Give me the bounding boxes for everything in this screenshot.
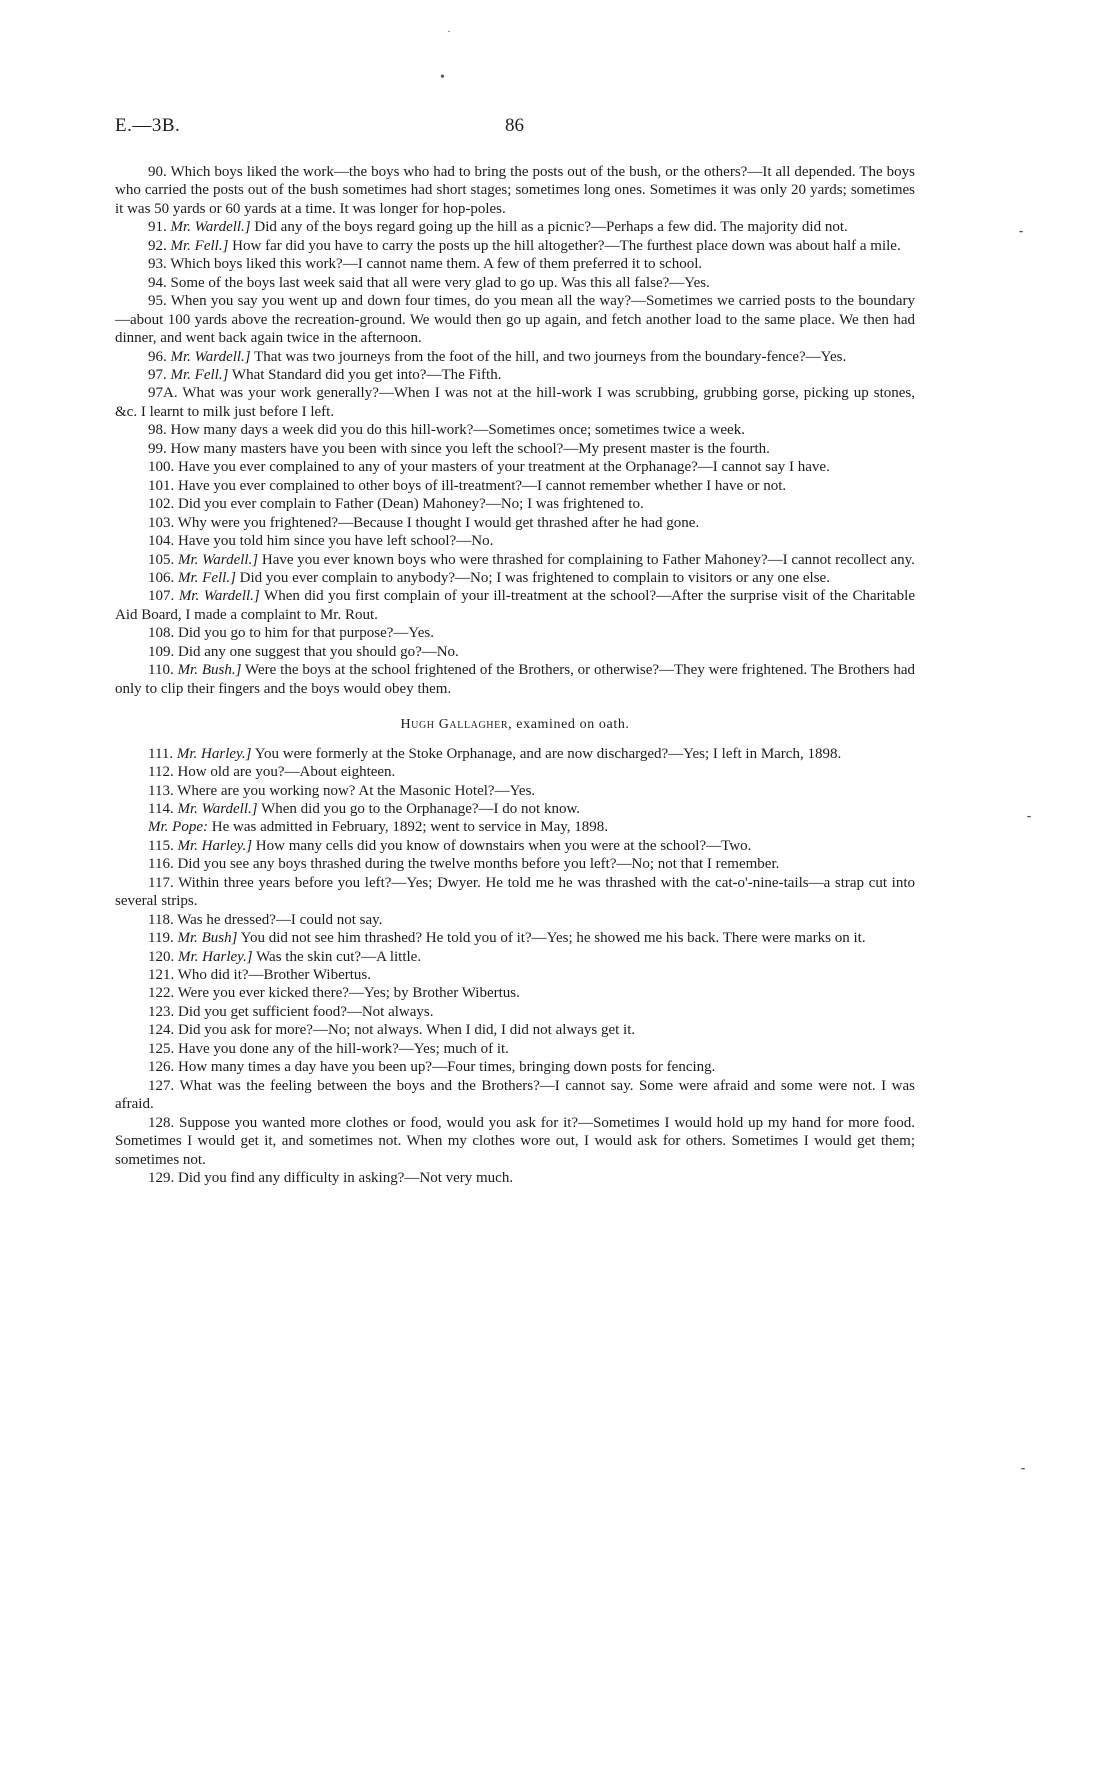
- scan-speck: •: [440, 70, 445, 85]
- question-paragraph: [115, 348, 915, 366]
- paragraph-text: You were formerly at the Stoke Orphanage, and are now discharged?—Yes; I left in March, 1898.: [254, 745, 842, 762]
- paragraph-text: You did not see him thrashed? He told you of it?—Yes; he showed me his back. There were marks on it.: [240, 930, 866, 947]
- question-paragraph: [115, 782, 915, 800]
- question-paragraph: [115, 477, 915, 495]
- question-paragraph: [115, 661, 915, 698]
- paragraph-text: 95. When you say you went up and down four times, do you mean all the way?—Sometimes we carried posts to the boundary—about 100 yards above the recreation-ground. We would then go up again, and fetch another load to the same place. We then had dinner, and went back again twice in the afternoon.: [115, 293, 915, 347]
- paragraph-text: When did you go to the Orphanage?—I do not know.: [261, 800, 581, 817]
- question-paragraph: [115, 855, 915, 873]
- paragraph-text: When did you first complain of your ill-treatment at the school?—After the surprise visit of the Charitable Aid Board, I made a complaint to Mr. Rout.: [115, 588, 915, 623]
- paragraph-text: That was two journeys from the foot of the hill, and two journeys from the boundary-fence?—Yes.: [254, 348, 847, 365]
- question-paragraph: [115, 966, 915, 984]
- question-paragraph: [115, 763, 915, 781]
- question-number: 119.: [148, 930, 174, 947]
- testimony-part-2: [115, 745, 915, 1188]
- question-number: 115.: [148, 837, 174, 854]
- paragraph-text: 126. How many times a day have you been up?—Four times, bringing down posts for fencing.: [148, 1059, 716, 1076]
- question-paragraph: [115, 237, 915, 255]
- question-paragraph: [115, 1114, 915, 1169]
- question-paragraph: [115, 948, 915, 966]
- speaker-name: Mr. Wardell.]: [178, 588, 260, 605]
- paragraph-text: 122. Were you ever kicked there?—Yes; by Brother Wibertus.: [148, 985, 520, 1002]
- paragraph-text: What Standard did you get into?—The Fifth.: [231, 366, 502, 383]
- question-number: 91.: [148, 219, 167, 236]
- question-paragraph: [115, 745, 915, 763]
- question-paragraph: [115, 874, 915, 911]
- paragraph-text: 100. Have you ever complained to any of your masters of your treatment at the Orphanage?—I cannot say I have.: [148, 459, 830, 476]
- speaker-name: Mr. Fell.]: [170, 366, 229, 383]
- paragraph-text: 127. What was the feeling between the boys and the Brothers?—I cannot say. Some were afraid and some were not. I was afraid.: [115, 1077, 915, 1113]
- speaker-name: Mr. Wardell.]: [170, 219, 251, 236]
- paragraph-text: 97A. What was your work generally?—When I was not at the hill-work I was scrubbing, grubbing gorse, picking up stones, &c. I learnt to milk just before I left.: [115, 385, 915, 420]
- question-paragraph: [115, 384, 915, 421]
- question-number: 92.: [148, 237, 167, 254]
- question-paragraph: [115, 255, 915, 273]
- speaker-name: Mr. Harley.]: [177, 837, 253, 854]
- paragraph-text: 102. Did you ever complain to Father (Dean) Mahoney?—No; I was frightened to.: [148, 496, 644, 513]
- testimony-part-1: [115, 163, 915, 698]
- paragraph-text: 90. Which boys liked the work—the boys who had to bring the posts out of the bush, or the others?—It all depended. The boys who carried the posts out of the bush sometimes had short stages; sometimes long ones. Sometimes it was only 20 yards; sometimes it was 50 yards or 60 yards at a time. It was longer for hop-poles.: [115, 164, 915, 217]
- question-paragraph: [115, 163, 915, 218]
- question-number: 111.: [148, 745, 174, 762]
- question-paragraph: [115, 274, 915, 292]
- question-paragraph: [115, 1003, 915, 1021]
- paragraph-text: 112. How old are you?—About eighteen.: [148, 764, 396, 781]
- question-paragraph: [115, 532, 915, 550]
- paragraph-text: 129. Did you find any difficulty in asking?—Not very much.: [148, 1170, 514, 1187]
- question-paragraph: [115, 458, 915, 476]
- paragraph-text: 108. Did you go to him for that purpose?—Yes.: [148, 625, 434, 642]
- question-paragraph: [115, 643, 915, 661]
- scan-speck: ⁃: [1020, 1462, 1026, 1476]
- paragraph-text: Did any of the boys regard going up the hill as a picnic?—Perhaps a few did. The majority did not.: [254, 219, 848, 236]
- question-paragraph: [115, 292, 915, 347]
- page-header: [115, 115, 915, 139]
- question-paragraph: [115, 218, 915, 236]
- witness-heading: [115, 716, 915, 734]
- scan-speck: ·: [447, 24, 451, 38]
- paragraph-text: 125. Have you done any of the hill-work?—Yes; much of it.: [148, 1040, 509, 1057]
- witness-heading-suffix: , examined on oath.: [508, 717, 630, 733]
- question-number: 107.: [148, 588, 175, 605]
- paragraph-text: 109. Did any one suggest that you should go?—No.: [148, 643, 459, 660]
- paragraph-text: 117. Within three years before you left?—Yes; Dwyer. He told me he was thrashed with the cat-o'-nine-tails—a strap cut into several strips.: [115, 874, 915, 910]
- paragraph-text: Did you ever complain to anybody?—No; I was frightened to complain to visitors or any one else.: [239, 569, 830, 586]
- paragraph-text: 94. Some of the boys last week said that all were very glad to go up. Was this all false?—Yes.: [148, 274, 710, 291]
- question-paragraph: [115, 1058, 915, 1076]
- paragraph-text: 101. Have you ever complained to other boys of ill-treatment?—I cannot remember whether I have or not.: [148, 477, 787, 494]
- paragraph-text: 121. Who did it?—Brother Wibertus.: [148, 967, 371, 984]
- paragraph-text: 104. Have you told him since you have left school?—No.: [148, 533, 494, 550]
- question-number: 106.: [148, 569, 175, 586]
- speaker-name: Mr. Fell.]: [170, 237, 229, 254]
- paragraph-text: 103. Why were you frightened?—Because I thought I would get thrashed after he had gone.: [148, 514, 700, 531]
- question-paragraph: [115, 587, 915, 624]
- paragraph-text: Were the boys at the school frightened of the Brothers, or otherwise?—They were frightened. The Brothers had only to clip their fingers and the boys would obey them.: [115, 662, 916, 697]
- question-number: 114.: [148, 800, 174, 817]
- question-paragraph: [115, 818, 915, 836]
- question-paragraph: [115, 514, 915, 532]
- paragraph-text: He was admitted in February, 1892; went to service in May, 1898.: [211, 819, 609, 836]
- question-number: 110.: [148, 662, 174, 679]
- question-paragraph: [115, 800, 915, 818]
- paragraph-text: How far did you have to carry the posts up the hill altogether?—The furthest place down was about half a mile.: [232, 237, 901, 254]
- speaker-name: Mr. Bush.]: [177, 662, 242, 679]
- question-paragraph: [115, 929, 915, 947]
- paragraph-text: 99. How many masters have you been with since you left the school?—My present master is the fourth.: [148, 440, 770, 457]
- question-paragraph: [115, 1021, 915, 1039]
- speaker-name: Mr. Bush]: [177, 930, 238, 947]
- question-paragraph: [115, 1169, 915, 1187]
- document-body: [115, 163, 915, 1187]
- question-paragraph: [115, 366, 915, 384]
- paragraph-text: Was the skin cut?—A little.: [256, 948, 422, 965]
- speaker-name: Mr. Harley.]: [178, 948, 253, 965]
- question-paragraph: [115, 624, 915, 642]
- paragraph-text: How many cells did you know of downstairs when you were at the school?—Two.: [255, 837, 752, 854]
- question-number: 96.: [148, 348, 167, 365]
- paragraph-text: 128. Suppose you wanted more clothes or food, would you ask for it?—Sometimes I would hold up my hand for more food. Sometimes I would get it, and sometimes not. When my clothes wore out, I would ask for others. Sometimes I would get them; sometimes not.: [115, 1114, 915, 1168]
- speaker-name: Mr. Harley.]: [176, 745, 252, 762]
- paragraph-text: 118. Was he dressed?—I could not say.: [148, 911, 383, 928]
- question-number: 97.: [148, 366, 167, 383]
- question-paragraph: [115, 911, 915, 929]
- speaker-name: Mr. Wardell.]: [178, 551, 259, 568]
- paragraph-text: 124. Did you ask for more?—No; not always. When I did, I did not always get it.: [148, 1022, 636, 1039]
- paragraph-text: Have you ever known boys who were thrashed for complaining to Father Mahoney?—I cannot recollect any.: [261, 551, 915, 568]
- scan-speck: ⁃: [1026, 810, 1032, 824]
- paragraph-text: 123. Did you get sufficient food?—Not always.: [148, 1003, 434, 1020]
- paragraph-text: 113. Where are you working now? At the Masonic Hotel?—Yes.: [148, 782, 536, 799]
- question-paragraph: [115, 440, 915, 458]
- question-paragraph: [115, 984, 915, 1002]
- speaker-name: Mr. Pope:: [148, 819, 208, 836]
- question-paragraph: [115, 569, 915, 587]
- scan-speck: ⁃: [1018, 225, 1024, 239]
- witness-name: Hugh Gallagher: [400, 717, 509, 733]
- question-paragraph: [115, 551, 915, 569]
- question-number: 105.: [148, 551, 175, 568]
- question-paragraph: [115, 837, 915, 855]
- question-paragraph: [115, 1040, 915, 1058]
- paragraph-text: 116. Did you see any boys thrashed during the twelve months before you left?—No; not that I remember.: [148, 856, 780, 873]
- paragraph-text: 98. How many days a week did you do this hill-work?—Sometimes once; sometimes twice a week.: [148, 422, 745, 439]
- question-paragraph: [115, 421, 915, 439]
- question-paragraph: [115, 495, 915, 513]
- question-paragraph: [115, 1077, 915, 1114]
- document-reference: E.—3B.: [115, 115, 181, 136]
- paragraph-text: 93. Which boys liked this work?—I cannot name them. A few of them preferred it to school.: [148, 256, 703, 273]
- speaker-name: Mr. Fell.]: [178, 569, 236, 586]
- speaker-name: Mr. Wardell.]: [177, 800, 258, 817]
- speaker-name: Mr. Wardell.]: [170, 348, 251, 365]
- page-number: 86: [505, 115, 524, 136]
- question-number: 120.: [148, 948, 175, 965]
